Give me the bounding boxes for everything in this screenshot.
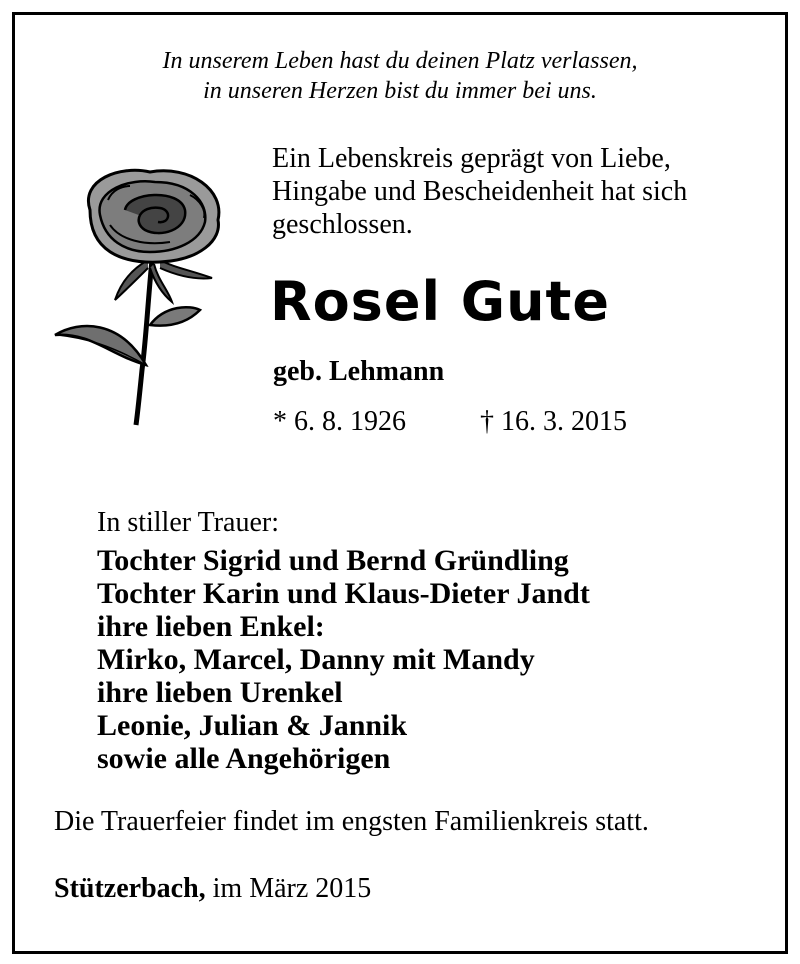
intro-text [272,142,750,241]
rose-icon [50,160,230,430]
motto-line-1: In unserem Leben hast du deinen Platz verlassen, [162,48,638,74]
mourner-line: ihre lieben Urenkel [97,676,343,709]
maiden-name: geb. Lehmann [273,356,445,387]
mourner-line: Tochter Sigrid und Bernd Gründling [97,544,569,577]
mourner-line: ihre lieben Enkel: [97,610,325,643]
mourner-line: Tochter Karin und Klaus-Dieter Jandt [97,577,590,610]
mourner-line: Leonie, Julian & Jannik [97,709,408,742]
mourners-list [97,544,590,775]
signoff-date: im März 2015 [205,873,372,904]
motto-line-2: in unseren Herzen bist du immer bei uns. [203,78,597,104]
mourner-line: Mirko, Marcel, Danny mit Mandy [97,643,535,676]
deceased-name: Rosel Gute [270,270,610,333]
intro-line-1: Ein Lebenskreis geprägt von Liebe, [272,143,671,174]
signoff [54,873,371,905]
mourning-label: In stiller Trauer: [97,507,279,538]
mourner-line: sowie alle Angehörigen [97,742,391,775]
signoff-place: Stützerbach, [54,873,206,904]
funeral-note: Die Trauerfeier findet im engsten Familienkreis statt. [54,806,649,837]
death-date: † 16. 3. 2015 [480,406,627,437]
intro-line-2: Hingabe und Bescheidenheit hat sich [272,176,688,207]
intro-line-3: geschlossen. [272,209,413,240]
birth-date: * 6. 8. 1926 [273,406,406,437]
